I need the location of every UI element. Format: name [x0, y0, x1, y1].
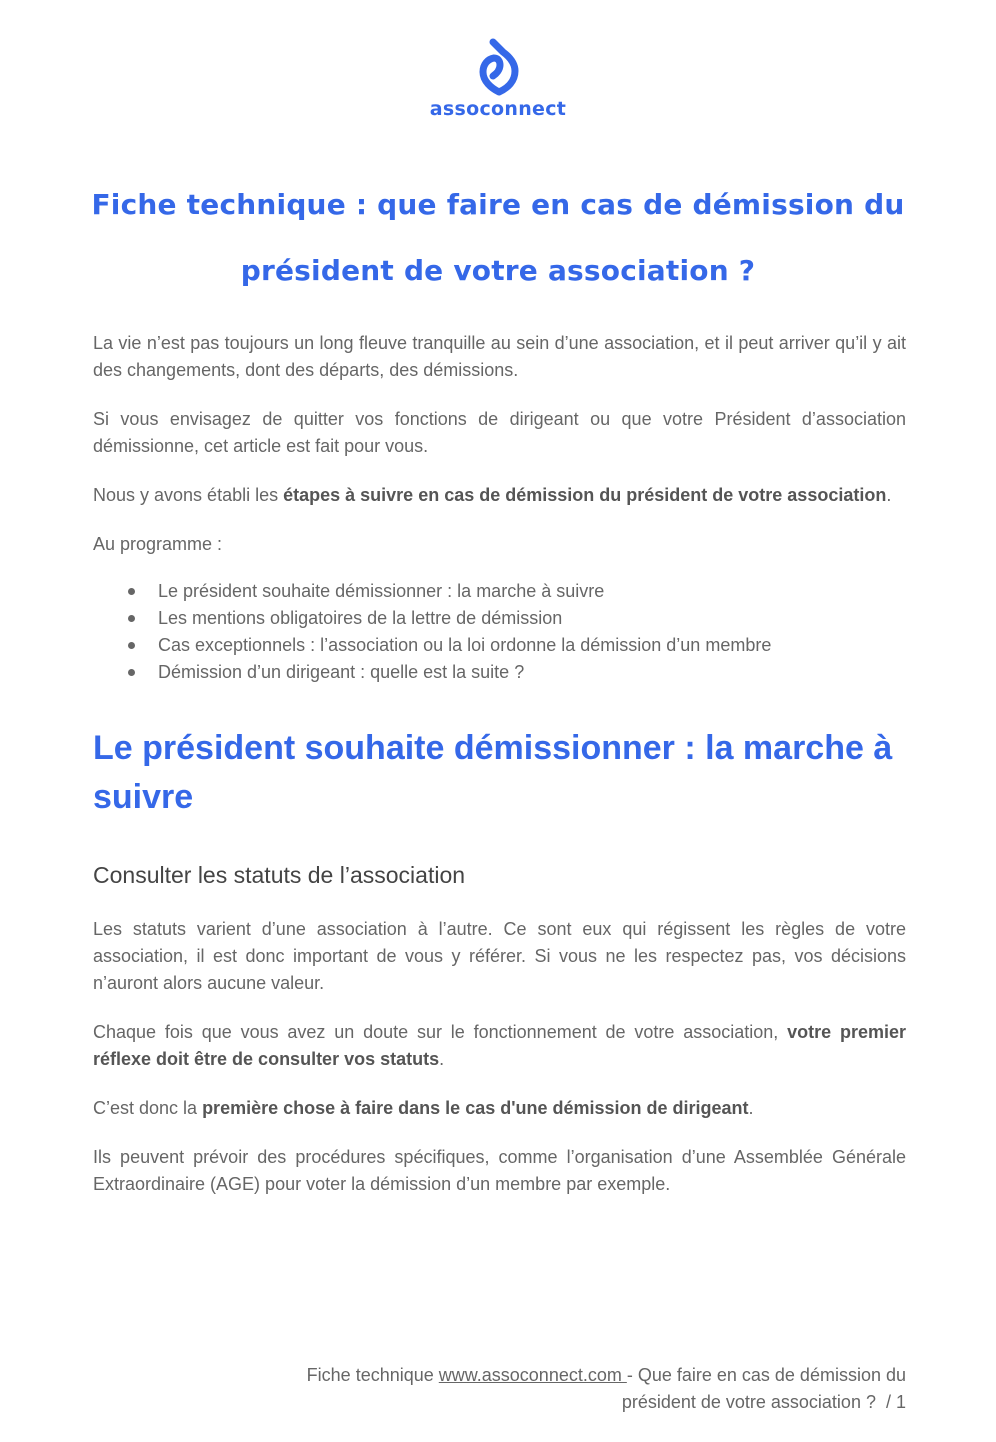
intro-paragraph-3: Nous y avons établi les étapes à suivre en cas de démission du président de votre association. — [93, 485, 892, 505]
section-subheading: Consulter les statuts de l’association — [93, 862, 466, 888]
toc-item: Démission d’un dirigeant : quelle est la suite ? — [128, 659, 906, 686]
page-number: 1 — [895, 1392, 906, 1412]
bullet-icon — [128, 588, 135, 595]
bold-text: première chose à faire dans le cas d'une démission de dirigeant — [202, 1098, 749, 1118]
section-paragraph-4: Ils peuvent prévoir des procédures spécifiques, comme l’organisation d’une Assemblée Générale Extraordinaire (AGE) pour voter la démission d’un membre par exemple. — [93, 1147, 906, 1194]
logo — [0, 38, 996, 120]
footer-link[interactable]: www.assoconnect.com — [438, 1365, 627, 1385]
section-paragraph-2: Chaque fois que vous avez un doute sur le fonctionnement de votre association, votre premier réflexe doit être de consulter vos statuts. — [93, 1022, 906, 1069]
table-of-contents — [93, 578, 906, 686]
page-footer: Fiche technique www.assoconnect.com - Que faire en cas de démission du président de votre association ? / 1 — [306, 1365, 906, 1412]
section-heading: Le président souhaite démissionner : la marche à suivre — [93, 729, 893, 816]
intro-paragraph-2: Si vous envisagez de quitter vos fonctions de dirigeant ou que votre Président d’association démissionne, cet article est fait pour vous. — [93, 409, 906, 456]
toc-item: Cas exceptionnels : l’association ou la loi ordonne la démission d’un membre — [128, 632, 906, 659]
title-line-2: président de votre association ? — [240, 254, 756, 287]
programme-label: Au programme : — [93, 534, 223, 554]
section-paragraph-1: Les statuts varient d’une association à l’autre. Ce sont eux qui régissent les règles de votre association, il est donc important de vous y référer. Si vous ne les respectez pas, vos décisions n’auront alors aucune valeur. — [93, 919, 906, 993]
document-body — [93, 330, 906, 1220]
assoconnect-heart-icon — [475, 38, 521, 96]
logo-text: assoconnect — [429, 98, 567, 120]
bullet-icon — [128, 615, 135, 622]
toc-item: Le président souhaite démissionner : la marche à suivre — [128, 578, 906, 605]
document-title — [70, 172, 926, 304]
section-paragraph-3: C’est donc la première chose à faire dans le cas d'une démission de dirigeant. — [93, 1098, 754, 1118]
title-line-1: Fiche technique : que faire en cas de démission du — [91, 188, 905, 221]
bullet-icon — [128, 642, 135, 649]
bullet-icon — [128, 669, 135, 676]
bold-text: étapes à suivre en cas de démission du président de votre association — [283, 485, 887, 505]
bold-text: votre premier réflexe doit être de consulter vos statuts — [93, 1022, 906, 1069]
intro-paragraph-1: La vie n’est pas toujours un long fleuve tranquille au sein d’une association, et il peut arriver qu’il y ait des changements, dont des départs, des démissions. — [93, 333, 906, 380]
toc-item: Les mentions obligatoires de la lettre de démission — [128, 605, 906, 632]
